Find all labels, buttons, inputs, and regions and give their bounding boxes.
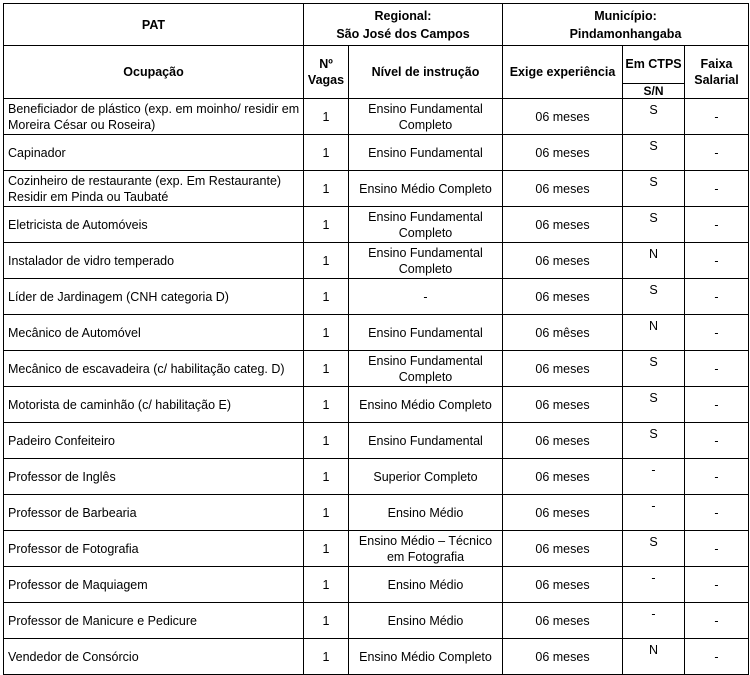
cell-experiencia: 06 meses bbox=[503, 279, 623, 315]
cell-ctps: S bbox=[623, 423, 685, 459]
cell-ctps: S bbox=[623, 351, 685, 387]
cell-nivel: Ensino Médio bbox=[349, 495, 503, 531]
table-row bbox=[4, 459, 749, 495]
cell-vagas: 1 bbox=[304, 135, 349, 171]
cell-faixa: - bbox=[685, 423, 749, 459]
cell-experiencia: 06 meses bbox=[503, 387, 623, 423]
column-header-ocupacao: Ocupação bbox=[4, 46, 304, 99]
cell-faixa: - bbox=[685, 603, 749, 639]
column-header-ctps-sub: S/N bbox=[623, 83, 685, 98]
job-vacancies-table bbox=[3, 3, 749, 675]
table-row bbox=[4, 387, 749, 423]
table-row bbox=[4, 531, 749, 567]
cell-experiencia: 06 meses bbox=[503, 171, 623, 207]
cell-nivel: Ensino Médio bbox=[349, 603, 503, 639]
cell-vagas: 1 bbox=[304, 423, 349, 459]
cell-ctps: N bbox=[623, 243, 685, 279]
cell-ctps: S bbox=[623, 99, 685, 135]
header-row-columns bbox=[4, 46, 749, 84]
cell-experiencia: 06 meses bbox=[503, 603, 623, 639]
cell-nivel: Ensino Fundamental Completo bbox=[349, 207, 503, 243]
cell-ctps: S bbox=[623, 135, 685, 171]
cell-experiencia: 06 meses bbox=[503, 495, 623, 531]
cell-faixa: - bbox=[685, 135, 749, 171]
table-row bbox=[4, 279, 749, 315]
cell-nivel: Superior Completo bbox=[349, 459, 503, 495]
cell-ocupacao: Beneficiador de plástico (exp. em moinho/ residir em Moreira César ou Roseira) bbox=[4, 99, 304, 135]
cell-faixa: - bbox=[685, 99, 749, 135]
cell-nivel: Ensino Médio Completo bbox=[349, 387, 503, 423]
cell-nivel: Ensino Médio Completo bbox=[349, 639, 503, 675]
cell-experiencia: 06 meses bbox=[503, 99, 623, 135]
cell-experiencia: 06 meses bbox=[503, 531, 623, 567]
cell-ocupacao: Professor de Inglês bbox=[4, 459, 304, 495]
cell-vagas: 1 bbox=[304, 603, 349, 639]
cell-ctps: S bbox=[623, 171, 685, 207]
cell-experiencia: 06 meses bbox=[503, 459, 623, 495]
cell-experiencia: 06 meses bbox=[503, 423, 623, 459]
column-header-faixa: Faixa Salarial bbox=[685, 46, 749, 99]
cell-nivel: - bbox=[349, 279, 503, 315]
cell-faixa: - bbox=[685, 207, 749, 243]
cell-vagas: 1 bbox=[304, 387, 349, 423]
cell-vagas: 1 bbox=[304, 207, 349, 243]
cell-experiencia: 06 mêses bbox=[503, 315, 623, 351]
cell-ctps: N bbox=[623, 639, 685, 675]
table-row bbox=[4, 603, 749, 639]
cell-faixa: - bbox=[685, 639, 749, 675]
regional-value: São José dos Campos bbox=[336, 26, 470, 41]
table-row bbox=[4, 99, 749, 135]
table-row bbox=[4, 243, 749, 279]
cell-ocupacao: Padeiro Confeiteiro bbox=[4, 423, 304, 459]
municipio-cell bbox=[503, 4, 749, 46]
cell-vagas: 1 bbox=[304, 99, 349, 135]
column-header-experiencia: Exige experiência bbox=[503, 46, 623, 99]
cell-experiencia: 06 meses bbox=[503, 567, 623, 603]
column-header-vagas: Nº Vagas bbox=[304, 46, 349, 99]
cell-vagas: 1 bbox=[304, 567, 349, 603]
cell-nivel: Ensino Médio Completo bbox=[349, 171, 503, 207]
cell-faixa: - bbox=[685, 315, 749, 351]
regional-cell bbox=[304, 4, 503, 46]
table-row bbox=[4, 351, 749, 387]
cell-ocupacao: Professor de Maquiagem bbox=[4, 567, 304, 603]
cell-ctps: - bbox=[623, 495, 685, 531]
cell-nivel: Ensino Fundamental bbox=[349, 315, 503, 351]
cell-ctps: S bbox=[623, 279, 685, 315]
cell-vagas: 1 bbox=[304, 279, 349, 315]
cell-experiencia: 06 meses bbox=[503, 207, 623, 243]
cell-vagas: 1 bbox=[304, 639, 349, 675]
pat-label: PAT bbox=[4, 4, 304, 46]
cell-vagas: 1 bbox=[304, 531, 349, 567]
regional-label: Regional: bbox=[374, 8, 432, 23]
table-row bbox=[4, 315, 749, 351]
cell-ctps: - bbox=[623, 603, 685, 639]
cell-ctps: S bbox=[623, 387, 685, 423]
table-row bbox=[4, 135, 749, 171]
cell-experiencia: 06 meses bbox=[503, 351, 623, 387]
cell-ocupacao: Cozinheiro de restaurante (exp. Em Restaurante) Residir em Pinda ou Taubaté bbox=[4, 171, 304, 207]
cell-ocupacao: Instalador de vidro temperado bbox=[4, 243, 304, 279]
cell-faixa: - bbox=[685, 171, 749, 207]
cell-vagas: 1 bbox=[304, 243, 349, 279]
cell-experiencia: 06 meses bbox=[503, 639, 623, 675]
column-header-ctps: Em CTPS bbox=[623, 46, 685, 84]
cell-vagas: 1 bbox=[304, 351, 349, 387]
cell-ocupacao: Mecânico de escavadeira (c/ habilitação categ. D) bbox=[4, 351, 304, 387]
cell-nivel: Ensino Médio bbox=[349, 567, 503, 603]
cell-ocupacao: Professor de Manicure e Pedicure bbox=[4, 603, 304, 639]
cell-nivel: Ensino Fundamental Completo bbox=[349, 99, 503, 135]
cell-nivel: Ensino Médio – Técnico em Fotografia bbox=[349, 531, 503, 567]
cell-vagas: 1 bbox=[304, 171, 349, 207]
table-row bbox=[4, 207, 749, 243]
cell-ctps: - bbox=[623, 567, 685, 603]
cell-ctps: S bbox=[623, 531, 685, 567]
cell-faixa: - bbox=[685, 351, 749, 387]
cell-faixa: - bbox=[685, 531, 749, 567]
cell-ocupacao: Professor de Fotografia bbox=[4, 531, 304, 567]
cell-faixa: - bbox=[685, 243, 749, 279]
cell-faixa: - bbox=[685, 279, 749, 315]
municipio-label: Município: bbox=[594, 8, 657, 23]
table-row bbox=[4, 423, 749, 459]
cell-ctps: S bbox=[623, 207, 685, 243]
table-row bbox=[4, 171, 749, 207]
cell-vagas: 1 bbox=[304, 459, 349, 495]
cell-experiencia: 06 meses bbox=[503, 243, 623, 279]
cell-ocupacao: Motorista de caminhão (c/ habilitação E) bbox=[4, 387, 304, 423]
table-row bbox=[4, 495, 749, 531]
municipio-value: Pindamonhangaba bbox=[569, 26, 682, 41]
table-body bbox=[4, 99, 749, 675]
cell-ocupacao: Eletricista de Automóveis bbox=[4, 207, 304, 243]
cell-faixa: - bbox=[685, 495, 749, 531]
cell-ctps: N bbox=[623, 315, 685, 351]
cell-ocupacao: Vendedor de Consórcio bbox=[4, 639, 304, 675]
cell-ocupacao: Mecânico de Automóvel bbox=[4, 315, 304, 351]
cell-faixa: - bbox=[685, 567, 749, 603]
cell-nivel: Ensino Fundamental Completo bbox=[349, 243, 503, 279]
cell-ocupacao: Capinador bbox=[4, 135, 304, 171]
table-row bbox=[4, 639, 749, 675]
column-header-nivel: Nível de instrução bbox=[349, 46, 503, 99]
cell-faixa: - bbox=[685, 387, 749, 423]
cell-nivel: Ensino Fundamental Completo bbox=[349, 351, 503, 387]
header-row-location bbox=[4, 4, 749, 46]
cell-nivel: Ensino Fundamental bbox=[349, 135, 503, 171]
cell-vagas: 1 bbox=[304, 495, 349, 531]
cell-experiencia: 06 meses bbox=[503, 135, 623, 171]
cell-ocupacao: Professor de Barbearia bbox=[4, 495, 304, 531]
cell-ocupacao: Líder de Jardinagem (CNH categoria D) bbox=[4, 279, 304, 315]
cell-nivel: Ensino Fundamental bbox=[349, 423, 503, 459]
cell-ctps: - bbox=[623, 459, 685, 495]
cell-faixa: - bbox=[685, 459, 749, 495]
table-row bbox=[4, 567, 749, 603]
cell-vagas: 1 bbox=[304, 315, 349, 351]
